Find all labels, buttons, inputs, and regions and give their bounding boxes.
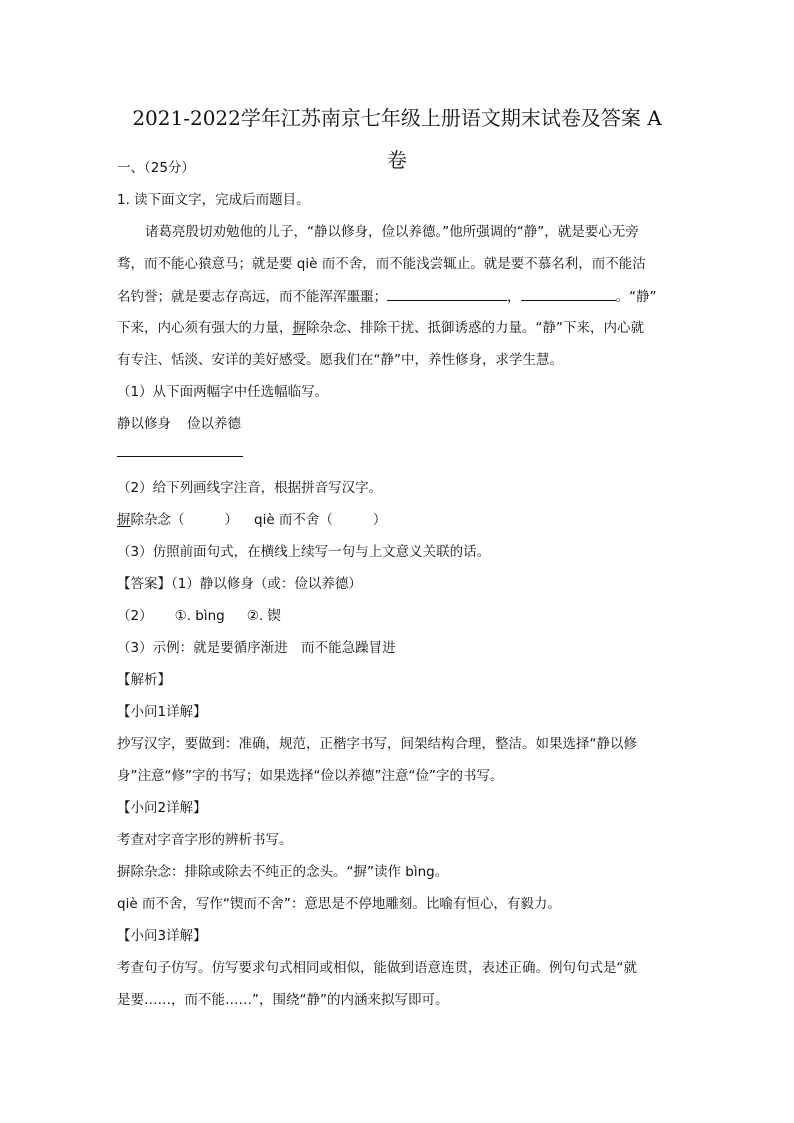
detail-1-line-2: 身”注意“修”字的书写；如果选择“俭以养德”注意“俭”字的书写。 [117,768,504,784]
passage-line-4-start: 下来，内心须有强大的力量， [117,320,293,336]
answer-line-3: （3）示例：就是要循序渐进 而不能急躁冒进 [117,640,396,656]
passage-line-3 [117,286,657,307]
item1-underlined-char: 摒 [117,512,131,528]
answer-label: 【答案】 [117,576,171,592]
sub-question-2: （2）给下列画线字注音，根据拼音写汉字。 [117,480,383,496]
passage-line-1: 诸葛亮殷切劝勉他的儿子，“静以修身，俭以养德。”他所强调的“静”，就是要心无旁 [145,224,639,240]
document-title-line1: 2021-2022学年江苏南京七年级上册语文期末试卷及答案 A [132,106,662,130]
copy-options [117,414,241,434]
answer-line-1 [117,574,362,594]
analysis-heading: 【解析】 [117,672,171,688]
passage-line-4 [117,318,644,338]
sub-question-3: （3）仿照前面句式，在横线上续写一句与上文意义关联的话。 [117,544,491,560]
passage-line-4-rest: 除杂念、排除干扰、抵御诱惑的力量。“静”下来，内心就 [306,320,644,336]
copy-option-a: 静以修身 [117,416,171,432]
detail-1-heading: 【小问1详解】 [117,704,207,720]
answer-1: （1）静以修身（或：俭以养德） [171,576,362,592]
passage-line-5: 有专注、恬淡、安详的美好感受。愿我们在“静”中，养性修身，求学生慧。 [117,352,563,368]
question-1-prompt: 1. 读下面文字，完成后而题目。 [117,192,310,208]
item1-close: ） [224,512,238,528]
detail-1-line-1: 抄写汉字，要做到：准确，规范，正楷字书写，间架结构合理，整洁。如果选择“静以修 [117,736,637,752]
answer-2a: ①. bìng [174,608,225,624]
sub-question-2-items [117,510,386,530]
item2-close: ） [372,512,387,528]
fill-blank-2[interactable] [521,286,616,301]
item1-text: 除杂念（ [130,512,185,528]
underlined-char: 摒 [292,320,306,336]
passage-line-3-text: 名钓誉；就是要志存高远，而不能浑浑噩噩； [117,289,387,305]
sub-question-1: （1）从下面两幅字中任选幅临写。 [117,384,329,400]
passage-comma: ， [507,289,521,305]
section-heading: 一、（25分） [117,160,195,176]
passage-line-3-end: 。“静” [615,289,657,305]
detail-3-heading: 【小问3详解】 [117,928,207,944]
answer-rule [117,456,243,457]
detail-2-line-2: 摒除杂念：排除或除去不纯正的念头。“摒”读作 bìng。 [117,864,449,880]
detail-2-line-1: 考查对字音字形的辨析书写。 [117,832,293,848]
item2-text: qiè 而不舍（ [254,512,333,528]
document-title-line2: 卷 [387,148,407,172]
copy-option-b: 俭以养德 [187,416,241,432]
detail-3-line-2: 是要……，而不能……”，围绕“静”的内涵来拟写即可。 [117,992,449,1008]
detail-3-line-1: 考查句子仿写。仿写要求句式相同或相似，能做到语意连贯，表述正确。例句句式是“就 [117,960,637,976]
answer-line-2 [117,606,281,626]
passage-line-2: 骛，而不能心猿意马；就是要 qiè 而不舍，而不能浅尝辄止。就是要不慕名利，而不能沽 [117,256,646,272]
fill-blank-1[interactable] [387,286,507,301]
detail-2-line-3: qiè 而不舍，写作“锲而不舍”：意思是不停地雕刻。比喻有恒心，有毅力。 [117,896,561,912]
answer-2b: ②. 锲 [246,608,281,624]
answer-2-prefix: （2） [117,608,153,624]
detail-2-heading: 【小问2详解】 [117,800,207,816]
